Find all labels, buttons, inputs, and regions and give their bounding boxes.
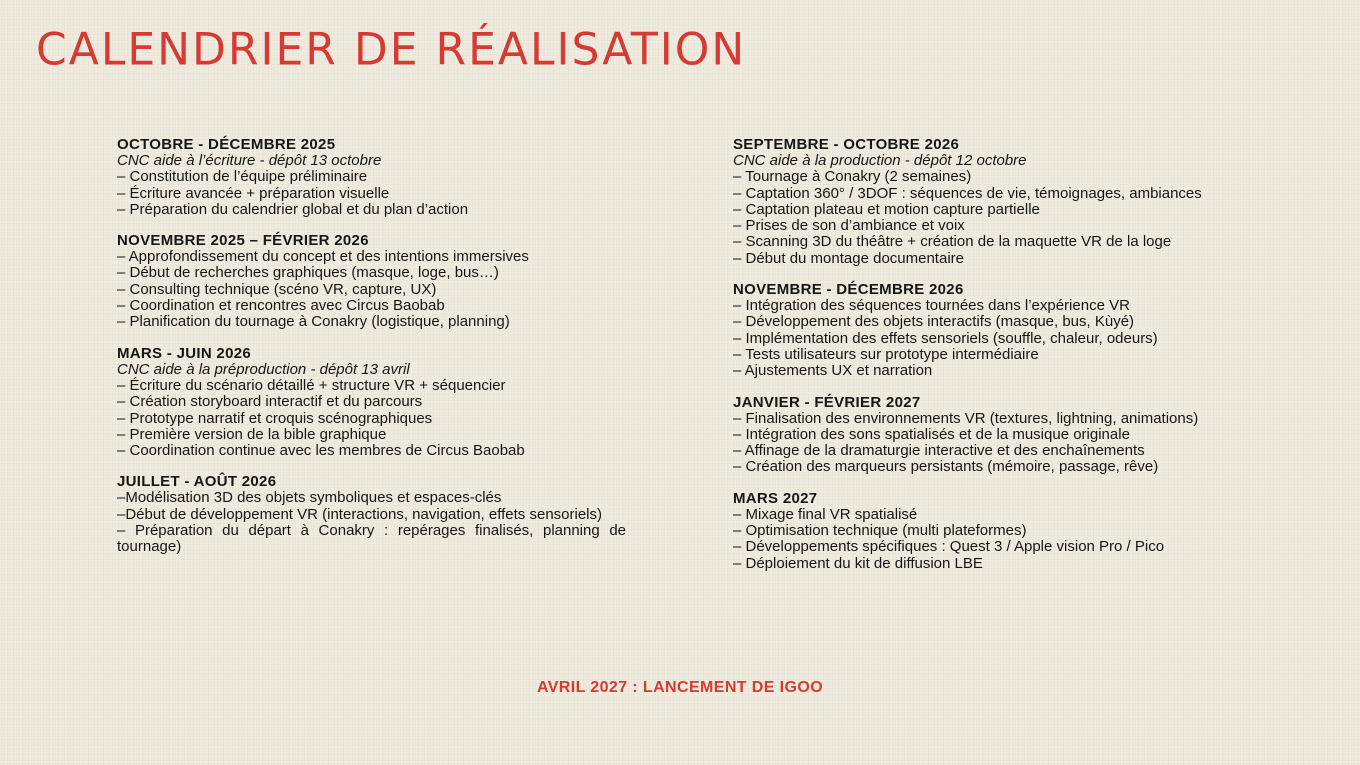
task-item: – Développement des objets interactifs (masque, bus, Kùyé) — [733, 313, 1135, 331]
task-item: – Ajustements UX et narration — [733, 362, 933, 380]
task-item: – Écriture avancée + préparation visuelle — [117, 184, 390, 202]
task-item: – Première version de la bible graphique — [117, 425, 387, 443]
task-item: – Tournage à Conakry (2 semaines) — [733, 168, 972, 186]
period-heading: MARS - JUIN 2026 — [117, 344, 252, 362]
task-item: – Prises de son d’ambiance et voix — [733, 217, 965, 235]
task-item: –Début de développement VR (interactions, navigation, effets sensoriels) — [117, 505, 603, 523]
task-item: – Intégration des séquences tournées dans l’expérience VR — [733, 297, 1130, 315]
task-item: – Développements spécifiques : Quest 3 / Apple vision Pro / Pico — [733, 538, 1165, 556]
task-item: – Déploiement du kit de diffusion LBE — [733, 554, 983, 572]
period-heading: MARS 2027 — [733, 489, 818, 507]
task-item: – Coordination et rencontres avec Circus Baobab — [117, 297, 445, 315]
task-item: – Écriture du scénario détaillé + structure VR + séquencier — [117, 376, 506, 394]
task-item: – Tests utilisateurs sur prototype intermédiaire — [733, 345, 1039, 363]
task-item: – Constitution de l’équipe préliminaire — [117, 168, 368, 186]
funding-note: CNC aide à l’écriture - dépôt 13 octobre — [117, 152, 382, 169]
task-item: – Début de recherches graphiques (masque, loge, bus…) — [117, 264, 499, 282]
schedule-period — [117, 232, 626, 330]
schedule-period — [733, 136, 1242, 267]
task-item: – Captation 360° / 3DOF : séquences de vie, témoignages, ambiances — [733, 184, 1202, 202]
period-heading: NOVEMBRE - DÉCEMBRE 2026 — [733, 281, 964, 299]
task-item: – Préparation du départ à Conakry : repérages finalisés, planning de tournage) — [117, 522, 626, 556]
task-item: – Scanning 3D du théâtre + création de la maquette VR de la loge — [733, 233, 1172, 251]
task-item: – Planification du tournage à Conakry (logistique, planning) — [117, 313, 510, 331]
period-heading: JUILLET - AOÛT 2026 — [117, 473, 277, 491]
schedule-period — [117, 136, 626, 218]
task-item: – Optimisation technique (multi plateformes) — [733, 522, 1027, 540]
schedule-period — [733, 281, 1242, 379]
task-item: – Coordination continue avec les membres de Circus Baobab — [117, 442, 525, 460]
task-item: – Implémentation des effets sensoriels (souffle, chaleur, odeurs) — [733, 329, 1158, 347]
schedule-period — [733, 490, 1242, 572]
left-column — [117, 136, 626, 570]
task-item: – Captation plateau et motion capture partielle — [733, 200, 1040, 218]
funding-note: CNC aide à la préproduction - dépôt 13 avril — [117, 360, 410, 378]
task-item: – Intégration des sons spatialisés et de la musique originale — [733, 425, 1130, 443]
right-column — [733, 136, 1242, 586]
funding-note: CNC aide à la production - dépôt 12 octobre — [733, 152, 1027, 169]
schedule-period — [117, 345, 626, 460]
task-item: – Début du montage documentaire — [733, 249, 964, 267]
period-heading: SEPTEMBRE - OCTOBRE 2026 — [733, 136, 960, 153]
page-title: CALENDRIER DE RÉALISATION — [36, 23, 747, 76]
period-heading: NOVEMBRE 2025 – FÉVRIER 2026 — [117, 232, 369, 250]
schedule-period — [733, 394, 1242, 476]
task-item: – Affinage de la dramaturgie interactive et des enchaînements — [733, 442, 1145, 460]
schedule-period — [117, 473, 626, 555]
task-item: – Mixage final VR spatialisé — [733, 505, 918, 523]
task-item: – Création des marqueurs persistants (mémoire, passage, rêve) — [733, 458, 1159, 476]
task-item: –Modélisation 3D des objets symboliques et espaces-clés — [117, 489, 502, 507]
task-item: – Approfondissement du concept et des intentions immersives — [117, 248, 529, 266]
task-item: – Finalisation des environnements VR (textures, lightning, animations) — [733, 409, 1199, 427]
period-heading: JANVIER - FÉVRIER 2027 — [733, 393, 921, 411]
task-item: – Consulting technique (scéno VR, capture, UX) — [117, 280, 437, 298]
period-heading: OCTOBRE - DÉCEMBRE 2025 — [117, 136, 336, 153]
task-item: – Préparation du calendrier global et du plan d’action — [117, 200, 469, 218]
task-item: – Prototype narratif et croquis scénographiques — [117, 409, 433, 427]
task-item: – Création storyboard interactif et du parcours — [117, 393, 423, 411]
launch-footer: AVRIL 2027 : LANCEMENT DE IGOO — [536, 679, 824, 696]
